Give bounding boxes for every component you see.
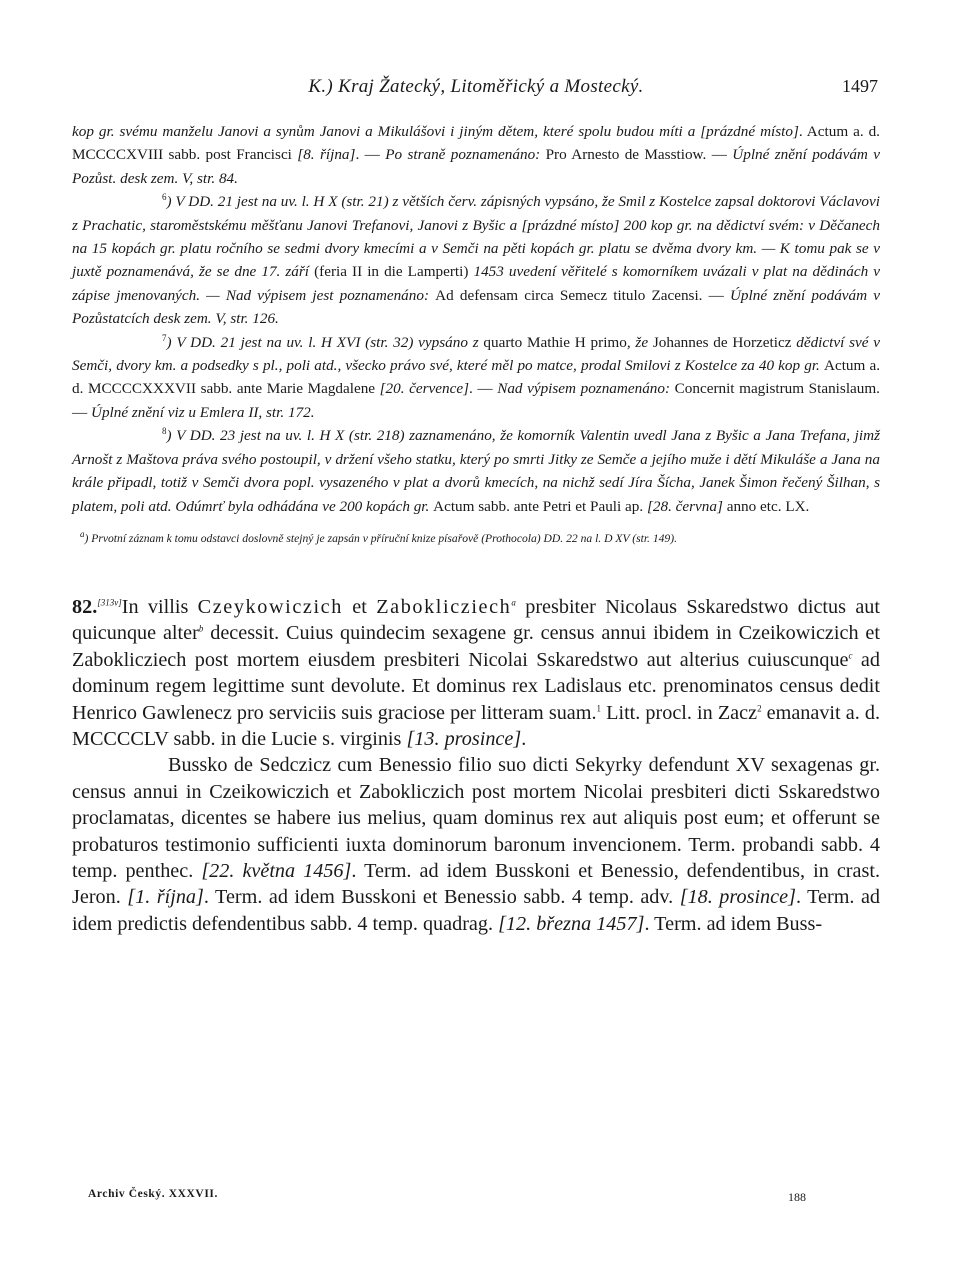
italic-run: Úplné znění viz u Emlera II, str. 172.	[90, 403, 315, 421]
footnote-6	[72, 190, 880, 330]
entry-number: 82.	[72, 595, 98, 618]
entry-text: emanavit a. d. MCCCCLV sabb. in die Lucie s. virginis	[72, 701, 880, 750]
roman-run: . —	[355, 146, 386, 164]
italic-run: Po straně poznamenáno:	[385, 146, 546, 164]
italic-run: ) V DD. 21 jest na uv. l. H XVI (str. 32) vypsáno z	[166, 333, 484, 351]
roman-run: quarto Mathie H primo	[483, 333, 627, 351]
date-gloss: [13. prosince]	[406, 727, 522, 750]
italic-run: Úplné znění podávám v Pozůstatcích desk zem. V, str. 126.	[72, 286, 880, 328]
italic-run: 200 kop gr. na dědictví svém: v Děčanech na 15 kopách gr. platu ročního se sedmi dvory kmecími a v Semči na pěti kopách gr. platu se dvěma dvory km. — K tomu pak se v juxtě poznamenává, že se dne 17. září	[72, 216, 880, 281]
italic-run: ) V DD. 21 jest na uv. l. H X (str. 21) z větších červ. zápisných vypsáno, že Smil z Kostelce zapsal doktorovi Václavovi z Prachatic, staroměstskému měšťanu Janovi Trefanovi, Janovi z Byšic a	[72, 193, 880, 234]
footnotes-block	[72, 120, 880, 518]
italic-run: kop gr. svému manželu Janovi a synům Janovi a Mikulášovi i jiným dětem, které spolu budou	[72, 123, 660, 140]
entry-text: et	[342, 595, 377, 618]
footnote-7	[72, 331, 880, 425]
entry-text: ad dominum regem legittime sunt devolute. Et dominus rex Ladislaus etc. prenominatos census dedit Henrico Gawlenecz pro serviciis suis graciose per litteram suam.	[72, 648, 880, 724]
variant-note	[72, 530, 880, 548]
roman-run: Pro Arnesto de Masstiow. —	[545, 146, 733, 164]
variant-ref: a	[511, 597, 516, 608]
entry-text: . Term. ad idem predictis defendentibus sabb. 4 temp. quadrag.	[72, 886, 880, 935]
date-gloss: [18. prosince]	[679, 886, 796, 909]
entry-text: Bussko de Sedczicz cum Benessio filio suo dicti Sekyrky defendunt XV sexagenas gr. census annui in Czeikowiczich et Zabokliczich post mortem Nicolai presbiteri dicti Sskaredstwo proclamatas, dicentes se habere ius melius, quam dominus rex aut aliquis post eum; et offerunt se probaturos testimonio sufficienti iuxta dominorum baronum invencionem. Term. probandi sabb. 4 temp. penthec.	[72, 754, 880, 882]
entry-text: . Term. ad idem Busskoni et Benessio sabb. 4 temp. adv.	[203, 886, 680, 909]
roman-run: Concernit magistrum Stanislaum. —	[72, 380, 880, 421]
variant-text: ) Prvotní záznam k tomu odstavci doslovně stejný je zapsán v příruční knize písařově (Prothocola) DD. 22 na l. D XV (str. 149).	[84, 531, 677, 545]
page-footer	[88, 1188, 878, 1210]
page-number: 1497	[842, 76, 878, 96]
entry-text: . Term. ad idem Buss-	[644, 912, 823, 935]
running-head	[72, 74, 880, 102]
roman-run: . —	[469, 380, 498, 398]
roman-run: Ad defensam circa Semecz titulo Zacensi. —	[435, 286, 730, 304]
footnote-ref: 2	[757, 702, 762, 713]
entry-paragraph-2	[72, 752, 880, 937]
footnote-continuation	[72, 120, 880, 190]
date-gloss: [12. března 1457]	[498, 912, 645, 935]
place-name: Czeykowiczich	[197, 595, 343, 618]
italic-run: míti a	[659, 123, 701, 140]
roman-run: (feria II in die Lamperti)	[314, 263, 474, 281]
roman-run: anno etc. LX.	[722, 497, 810, 515]
entry-text: presbiter Nicolaus Sskaredstwo dictus aut quicunque alter	[72, 595, 880, 645]
italic-run: Úplné znění podávám v Pozůst. desk zem. V, str. 84.	[72, 146, 881, 187]
roman-run: Johannes de Horzeticz	[652, 333, 792, 351]
footnote-mark: 7	[162, 332, 167, 343]
italic-run: ) V DD. 23 jest na uv. l. H X (str. 218) zaznamenáno, že komorník Valentin uvedl Jana z Byšic a Jana Trefana, jimž Arnošt z Maštova práva svého postoupil, v držení všeho statku, který po smrti Jitky ze Semče a jejího muže i dětí Mikuláše a Jana na krále připadl, totiž v Semči dvora popl. vysazeného v plat a dvorů kmecích, na nichž sedí Jíra Šícha, Janek Šimon řečený Šilhan, s platem, poli atd. Odúmrť byla odhádána ve 200 kopách gr.	[72, 427, 880, 515]
entry-paragraph-1	[72, 594, 880, 752]
footnote-7-text	[72, 334, 880, 421]
italic-run: [28. června]	[646, 497, 723, 515]
place-name: Zaboklicziech	[376, 595, 512, 618]
footnote-8-text	[72, 427, 880, 514]
footnote-mark: 6	[162, 192, 167, 203]
footnote-mark: 8	[162, 426, 167, 437]
footnote-8	[72, 424, 880, 518]
sheet-number: 188	[788, 1190, 806, 1204]
running-title: K.) Kraj Žatecký, Litoměřický a Mostecký.	[308, 76, 644, 97]
italic-run: 1453 uvedení věřitelé s komorníkem uvázali v plat na dědinách v zápise jmenovaných. — Nad výpisem jest poznamenáno:	[72, 263, 881, 304]
entry-text: decessit. Cuius quindecim sexagene gr. census annui ibidem in Czeikowiczich et Zaboklicziech post mortem eiusdem presbiteri Nicolai Sskaredstwo aut alterius cuiuscunque	[72, 622, 880, 671]
entry-text: . Term. ad idem Busskoni et Benessio, defendentibus, in crast. Jeron.	[72, 859, 880, 909]
footnote-ref: 1	[596, 702, 602, 713]
date-gloss: [22. května 1456]	[201, 859, 352, 882]
page	[72, 74, 880, 937]
roman-run: Actum sabb. ante Petri et Pauli ap.	[433, 497, 647, 515]
italic-run: [20. července]	[379, 380, 469, 398]
variant-ref: b	[198, 623, 204, 634]
volume-signature: Archiv Český. XXXVII.	[88, 1188, 218, 1200]
italic-run: [prázdné místo]	[700, 123, 799, 140]
entry-text: .	[521, 727, 527, 750]
italic-run: Nad výpisem poznamenáno:	[497, 380, 675, 398]
entry-text: Litt. procl. in Zacz	[601, 701, 758, 724]
roman-run: . Actum a. d. MCCCCXVIII sabb. post Francisci	[72, 123, 880, 164]
italic-run: dědictví své v Semči, dvory km. a podsedky s pl., poli atd., všecko právo své, které měl po matce, prodal Smilovi z Kostelce za 40 kop gr.	[72, 333, 880, 375]
folio-mark: [313v]	[97, 597, 122, 608]
variant-mark: a	[80, 529, 85, 540]
variant-ref: c	[848, 649, 853, 660]
roman-run: Actum a. d. MCCCCXXXVII sabb. ante Marie Magdalene	[72, 357, 881, 398]
date-gloss: [1. října]	[127, 886, 204, 909]
italic-run: [prázdné místo]	[521, 216, 620, 234]
entry-text: In villis	[121, 595, 198, 618]
footnote-6-text	[72, 193, 880, 327]
main-entry	[72, 594, 880, 937]
italic-run: , že	[626, 333, 653, 351]
italic-run: [8. října]	[297, 146, 356, 164]
